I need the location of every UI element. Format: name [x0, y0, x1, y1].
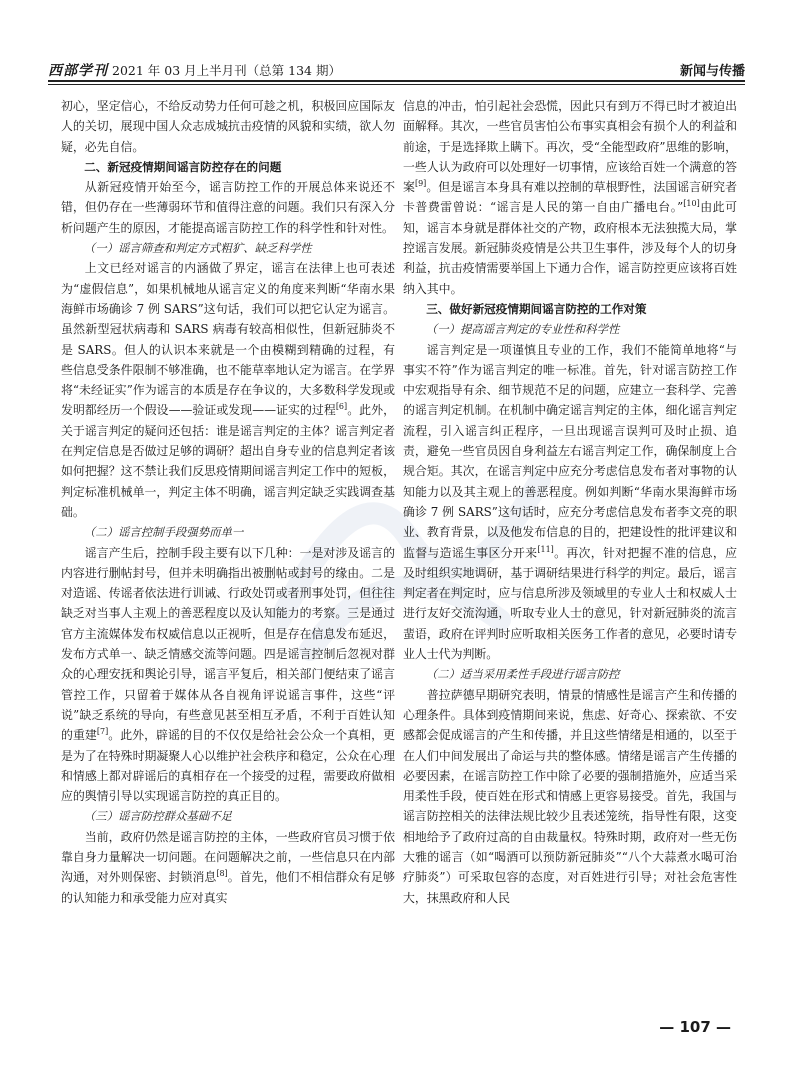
paragraph	[403, 340, 737, 665]
paragraph-text: 当前，政府仍然是谣言防控的主体，一些政府官员习惯于依靠自身力量解决一切问题。在问题解决之前，一些信息只在内部沟通，对外则保密、封锁消息	[61, 829, 395, 885]
subsection-heading	[403, 664, 737, 684]
subsection-heading	[61, 238, 395, 258]
right-column	[403, 96, 737, 908]
paragraph-text: 谣言判定是一项谨慎且专业的工作，我们不能简单地将“与事实不符”作为谣言判定的唯一标准。首先，针对谣言防控工作中宏观指导有余、细节规范不足的问题，应建立一套科学、完善的谣言判定机制。在机制中确定谣言判定的主体，细化谣言判定流程，引入谣言纠正程序，一旦出现谣言误判可及时止损、追责，避免一些官员因自身利益左右谣言判定工作，确保制度上合规合矩。其次，在谣言判定中应充分考虑信息发布者对事物的认知能力以及其主观上的善恶程度。例如判断“华南水果海鲜市场确诊 7 例 SARS”这句话时，应充分考虑信息发布者李文亮的职业、教育背景，以及他发布信息的目的，把建设性的批评建议和监督与造谣生事区分开来	[403, 342, 737, 560]
header-rule-thick	[48, 80, 745, 82]
paragraph-text: 普拉萨德早期研究表明，情景的情感性是谣言产生和传播的心理条件。具体到疫情期间来说，焦虑、好奇心、探索欲、不安感都会促成谣言的产生和传播，并且这些情绪是相通的，以至于在人们中间发展出了命运与共的整体感。情绪是谣言产生传播的必要因素，在谣言防控工作中除了必要的强制措施外，应适当采用柔性手段，使百姓在形式和情感上更容易接受。首先，我国与谣言防控相关的法律法规比较少且表述笼统，指导性有限，这变相地给予了政府过高的自由裁量权。特殊时期，政府对一些无伤大雅的谣言（如“喝酒可以预防新冠肺炎”“八个大蒜煮水喝可治疗肺炎”）可采取包容的态度，对百姓进行引导；对社会危害性大，抹黑政府和人民	[403, 687, 737, 905]
paragraph	[61, 827, 395, 908]
citation-ref: [11]	[537, 544, 554, 554]
citation-ref: [10]	[683, 199, 700, 209]
paragraph-text: （一）提高谣言判定的专业性和科学性	[425, 322, 620, 337]
subsection-heading	[403, 319, 737, 339]
paragraph-text: （二）适当采用柔性手段进行谣言防控	[425, 667, 620, 682]
paragraph-text: 上文已经对谣言的内涵做了界定，谣言在法律上也可表述为“虚假信息”，如果机械地从谣言定义的角度来判断“华南水果海鲜市场确诊 7 例 SARS”这句话，我们可以把它认定为谣言。虽然新型冠状病毒和 SARS 病毒有较高相似性，但新冠肺炎不是 SARS。但人的认识本来就是一个由模糊到精确的过程，有些信息受条件限制不够准确，也不能草率地认定为谣言。在学界将“未经证实”作为谣言的本质是存在争议的，大多数科学发现或发明都经历一个假设——验证或发现——证实的过程	[61, 261, 395, 418]
paragraph-text: 谣言产生后，控制手段主要有以下几种：一是对涉及谣言的内容进行删帖封号，但并未明确指出被删帖或封号的缘由。二是对造谣、传谣者依法进行训诫、行政处罚或者刑事处罚，但往往缺乏对当事人主观上的善恶程度以及认知能力的考察。三是通过官方主流媒体发布权威信息以正视听，但是存在信息发布延迟，发布方式单一、缺乏情感交流等问题。四是谣言控制后忽视对群众的心理安抚和舆论引导，谣言平复后，相关部门便结束了谣言管控工作，只留着于媒体从各自视角评说谣言事件，这些“评说”缺乏系统的导向，有些意见甚至相互矛盾，不利于百姓认知的重建	[61, 545, 395, 743]
running-header	[48, 60, 341, 80]
header-rule-thin	[48, 84, 745, 85]
citation-ref: [8]	[216, 869, 228, 879]
paragraph	[403, 685, 737, 908]
left-column	[61, 96, 395, 908]
paragraph-text: 从新冠疫情开始至今，谣言防控工作的开展总体来说还不错，但仍存在一些薄弱环节和值得注意的问题。我们只有深入分析问题产生的原因，才能提高谣言防控工作的科学性和针对性。	[61, 180, 395, 235]
paragraph-text: 。首先，他们不相信群众有足够的认知能力和承受能力应对真实	[61, 870, 395, 905]
paragraph	[61, 543, 395, 807]
section-heading	[61, 157, 395, 177]
paragraph-text: 二、新冠疫情期间谣言防控存在的问题	[84, 159, 282, 174]
paragraph	[403, 96, 737, 299]
paragraph-text: 信息的冲击，怕引起社会恐慌，因此只有到万不得已时才被迫出面解释。其次，一些官员害怕公布事实真相会有损个人的利益和前途，于是选择欺上瞒下。再次，受“全能型政府”思维的影响，一些人认为政府可以处理好一切事情，应该给百姓一个满意的答案	[403, 99, 737, 195]
paragraph	[61, 258, 395, 522]
paragraph	[61, 96, 395, 157]
paragraph-text: （三）谣言防控群众基础不足	[83, 809, 232, 824]
section-heading	[403, 299, 737, 319]
citation-ref: [9]	[414, 179, 427, 189]
section-title: 新闻与传播	[679, 64, 745, 79]
paragraph-text: （一）谣言筛查和判定方式粗犷、缺乏科学性	[83, 241, 312, 256]
page-number: — 107 —	[659, 1018, 731, 1036]
subsection-heading	[61, 806, 395, 826]
subsection-heading	[61, 522, 395, 542]
paragraph-text: （二）谣言控制手段强势而单一	[83, 525, 244, 540]
paragraph-text: 。再次，针对把握不准的信息，应及时组织实地调研，基于调研结果进行科学的判定。最后，谣言判定者在判定时，应与信息所涉及领域里的专业人士和权威人士进行友好交流沟通，听取专业人士的意见，针对新冠肺炎的流言蜚语，政府在评判时应听取相关医务工作者的意见，必要时请专业人士代为判断。	[403, 545, 737, 662]
journal-name: 西部学刊	[48, 63, 108, 79]
paragraph-text: 由此可知，谣言本身就是群体社交的产物，政府根本无法独揽大局，掌控谣言发展。新冠肺炎疫情是公共卫生事件，涉及每个人的切身利益，抗击疫情需要举国上下通力合作，谣言防控更应该将百姓纳入其中。	[403, 200, 737, 296]
issue-info: 2021 年 03 月上半月刊（总第 134 期）	[112, 63, 341, 78]
paragraph-text: 。但是谣言本身具有难以控制的草根野性，法国谣言研究者卡普费雷曾说：“谣言是人民的第一自由广播电台。”	[403, 180, 737, 215]
paragraph-text: 初心，坚定信心，不给反动势力任何可趁之机，积极回应国际友人的关切，展现中国人众志成城抗击疫情的风貌和实绩，欲人勿疑，必先自信。	[61, 99, 395, 154]
paragraph-text: 。此外，辟谣的目的不仅仅是给社会公众一个真相，更是为了在特殊时期凝聚人心以维护社会秩序和稳定，公众在心理和情感上都对辟谣后的真相存在一个接受的过程，需要政府做相应的舆情引导以实现谣言防控的真正目的。	[61, 728, 395, 804]
paragraph	[61, 177, 395, 238]
paragraph-text: 。此外，关于谣言判定的疑问还包括：谁是谣言判定的主体？谣言判定者在判定信息是否做过足够的调研？超出自身专业的信息判定者该如何把握？这不禁让我们反思疫情期间谣言判定工作中的短板，判定标准机械单一，判定主体不明确，谣言判定缺乏实践调查基础。	[61, 403, 395, 519]
paragraph-text: 三、做好新冠疫情期间谣言防控的工作对策	[426, 301, 647, 316]
citation-ref: [7]	[96, 727, 109, 737]
citation-ref: [6]	[335, 402, 348, 412]
